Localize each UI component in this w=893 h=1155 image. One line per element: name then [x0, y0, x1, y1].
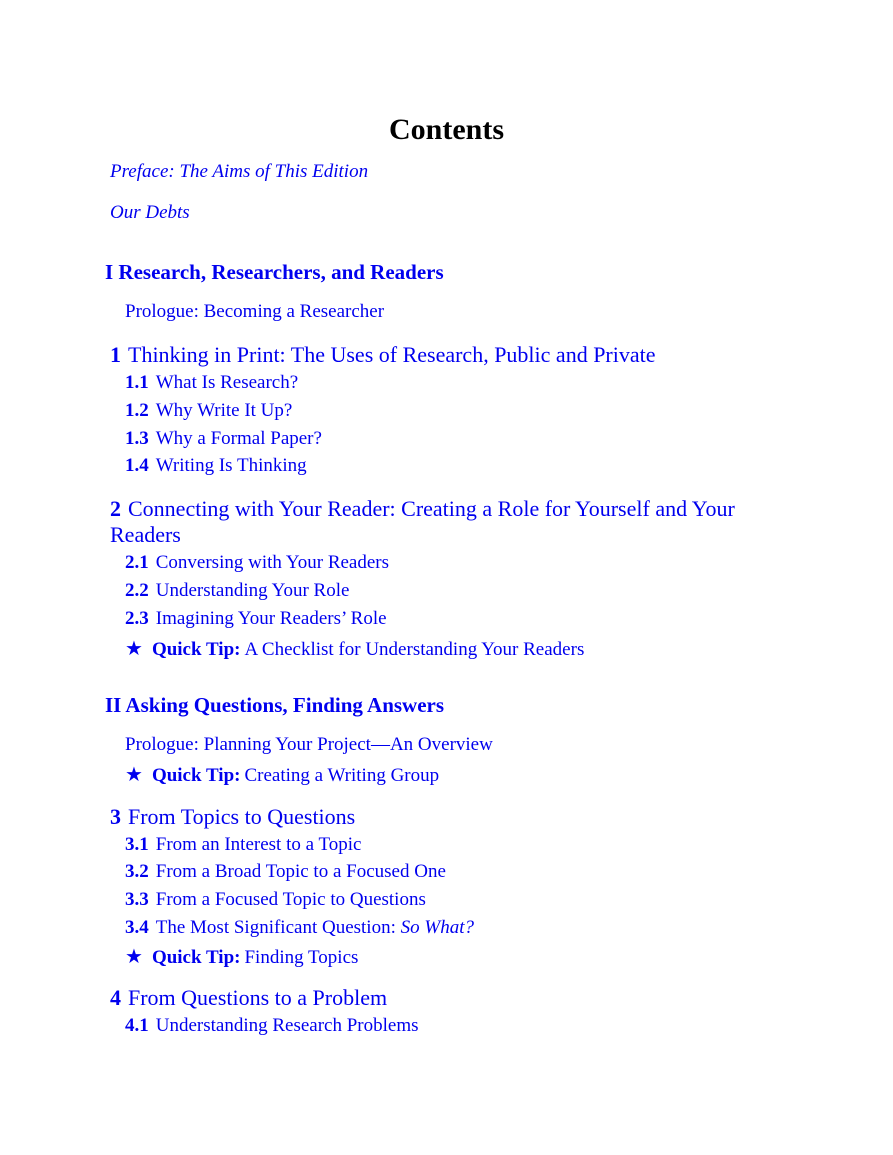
toc-section-4-1[interactable]: [125, 1015, 419, 1037]
toc-prologue-part-1[interactable]: Prologue: Becoming a Researcher: [125, 301, 385, 322]
section-number: 4.1: [125, 1015, 149, 1036]
toc-part-1[interactable]: I Research, Researchers, and Readers: [105, 260, 444, 284]
toc-section-1-4[interactable]: [125, 455, 307, 477]
section-title: Imagining Your Readers’ Role: [155, 608, 387, 629]
toc-section-1-3[interactable]: [125, 428, 322, 450]
toc-section-1-2[interactable]: [125, 400, 292, 422]
toc-section-3-4[interactable]: [125, 917, 474, 939]
section-title: From an Interest to a Topic: [155, 834, 362, 855]
chapter-title: From Topics to Questions: [128, 804, 356, 829]
toc-chapter-2[interactable]: [110, 496, 760, 548]
toc-link-our-debts[interactable]: Our Debts: [110, 202, 190, 223]
section-number: 1.1: [125, 372, 149, 393]
section-title: From a Broad Topic to a Focused One: [155, 861, 446, 882]
toc-section-2-2[interactable]: [125, 580, 349, 602]
chapter-title: From Questions to a Problem: [128, 985, 388, 1010]
quick-tip-label: Quick Tip:: [151, 765, 241, 786]
section-number: 3.4: [125, 917, 149, 938]
section-number: 1.3: [125, 428, 149, 449]
section-number: 2.1: [125, 552, 149, 573]
section-title: Understanding Research Problems: [155, 1015, 419, 1036]
section-title: Understanding Your Role: [155, 580, 350, 601]
section-number: 1.4: [125, 455, 149, 476]
toc-chapter-1[interactable]: [110, 342, 770, 368]
toc-quick-tip-readers[interactable]: [125, 636, 584, 661]
toc-chapter-4[interactable]: [110, 985, 770, 1011]
chapter-number: 1: [110, 342, 121, 367]
toc-section-3-1[interactable]: [125, 834, 361, 856]
toc-section-2-3[interactable]: [125, 608, 387, 630]
toc-section-1-1[interactable]: [125, 372, 298, 394]
section-number: 2.2: [125, 580, 149, 601]
star-icon: ★: [125, 764, 143, 786]
section-title: From a Focused Topic to Questions: [155, 889, 426, 910]
section-title: Why Write It Up?: [155, 400, 293, 421]
section-title-emphasis: So What?: [400, 917, 474, 938]
star-icon: ★: [125, 638, 143, 660]
section-number: 1.2: [125, 400, 149, 421]
toc-quick-tip-writing-group[interactable]: [125, 762, 439, 787]
toc-section-2-1[interactable]: [125, 552, 389, 574]
toc-chapter-3[interactable]: [110, 804, 770, 830]
chapter-number: 3: [110, 804, 121, 829]
quick-tip-title: A Checklist for Understanding Your Readers: [244, 639, 585, 660]
section-title: Conversing with Your Readers: [155, 552, 390, 573]
toc-link-preface[interactable]: Preface: The Aims of This Edition: [110, 161, 369, 182]
section-title: The Most Significant Question:: [155, 917, 401, 938]
quick-tip-title: Creating a Writing Group: [244, 765, 440, 786]
toc-section-3-2[interactable]: [125, 861, 446, 883]
chapter-number: 2: [110, 496, 121, 521]
section-number: 3.2: [125, 861, 149, 882]
section-title: Why a Formal Paper?: [155, 428, 322, 449]
chapter-number: 4: [110, 985, 121, 1010]
section-title: What Is Research?: [155, 372, 299, 393]
section-number: 3.3: [125, 889, 149, 910]
section-title: Writing Is Thinking: [155, 455, 307, 476]
section-number: 3.1: [125, 834, 149, 855]
section-number: 2.3: [125, 608, 149, 629]
toc-prologue-part-2[interactable]: Prologue: Planning Your Project—An Overview: [125, 734, 493, 755]
chapter-title: Connecting with Your Reader: Creating a Role for Yourself and Your Readers: [110, 496, 735, 547]
chapter-title: Thinking in Print: The Uses of Research, Public and Private: [128, 342, 656, 367]
quick-tip-label: Quick Tip:: [151, 639, 241, 660]
quick-tip-title: Finding Topics: [244, 947, 359, 968]
toc-part-2[interactable]: II Asking Questions, Finding Answers: [105, 693, 445, 717]
toc-section-3-3[interactable]: [125, 889, 426, 911]
page-title: Contents: [388, 113, 504, 146]
toc-quick-tip-finding-topics[interactable]: [125, 944, 358, 969]
star-icon: ★: [125, 946, 143, 968]
quick-tip-label: Quick Tip:: [151, 947, 241, 968]
